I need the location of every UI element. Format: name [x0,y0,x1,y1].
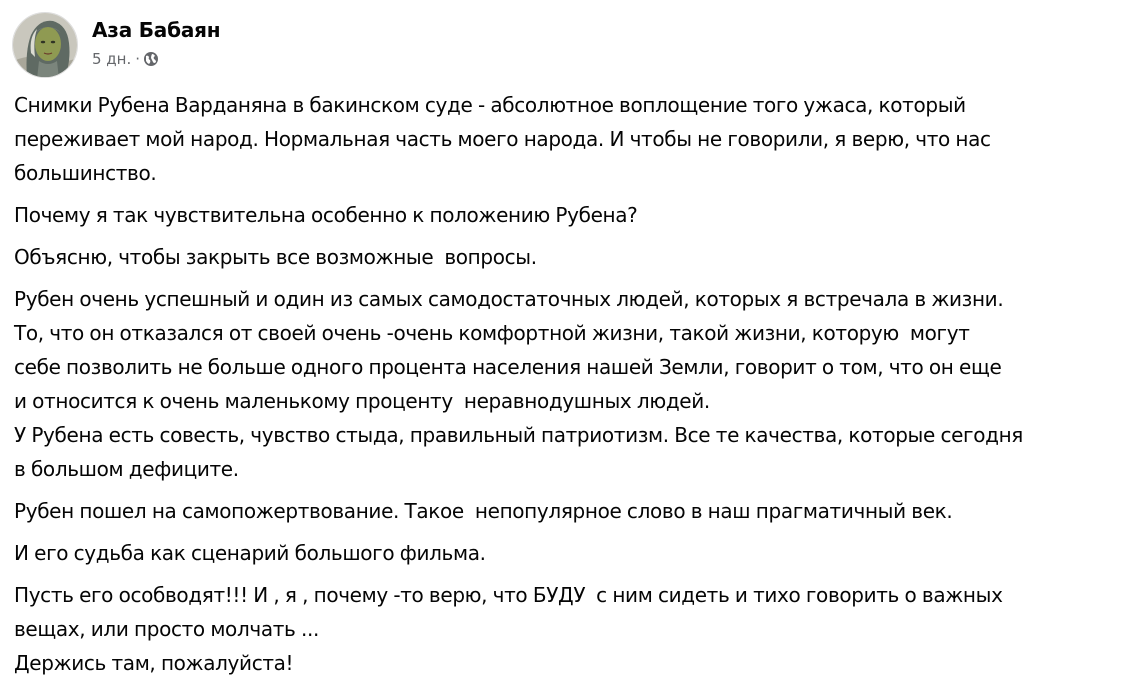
text-line: Рубен очень успешный и один из самых самодостаточных людей, которых я встречала в жизни. [14,287,1004,311]
avatar[interactable] [12,12,78,78]
text-line: И его судьба как сценарий большого фильма. [14,541,486,565]
text-line: переживает мой народ. Нормальная часть моего народа. И чтобы не говорили, я верю, что нас [14,127,991,151]
text-line: У Рубена есть совесть, чувство стыда, правильный патриотизм. Все те качества, которые сегодня [14,423,1023,447]
post-paragraph [14,536,1132,570]
text-line: Держись там, пожалуйста! [14,651,294,675]
text-line: в большом дефиците. [14,457,239,481]
text-line: вещах, или просто молчать ... [14,617,320,641]
post-paragraph [14,198,1132,232]
post-paragraph [14,240,1132,274]
post-header [12,12,220,80]
text-line: большинство. [14,161,157,185]
author-name[interactable]: Аза Бабаян [92,18,221,42]
text-line: Снимки Рубена Варданяна в бакинском суде - абсолютное воплощение того ужаса, который [14,93,966,117]
globe-icon[interactable] [143,51,159,67]
post-paragraph [14,494,1132,528]
avatar-portrait-image [13,13,78,78]
text-line: и относится к очень маленькому проценту неравнодушных людей. [14,389,710,413]
post-meta [92,12,220,68]
separator-dot: · [135,50,141,68]
text-line: себе позволить не больше одного процента населения нашей Земли, говорит о том, что он еще [14,355,1002,379]
post-subline [92,50,220,68]
post-paragraph [14,282,1132,486]
text-line: Почему я так чувствительна особенно к положению Рубена? [14,203,638,227]
post-body [14,88,1132,688]
text-line: Пусть его особводят!!! И , я , почему -то верю, что БУДУ с ним сидеть и тихо говорить о важных [14,583,1003,607]
post-timestamp[interactable]: 5 дн. [92,50,132,68]
text-line: Объясню, чтобы закрыть все возможные вопросы. [14,245,537,269]
text-line: Рубен пошел на самопожертвование. Такое непопулярное слово в наш прагматичный век. [14,499,953,523]
post-paragraph [14,88,1132,190]
post-paragraph [14,578,1132,680]
text-line: То, что он отказался от своей очень -очень комфортной жизни, такой жизни, которую могут [14,321,970,345]
